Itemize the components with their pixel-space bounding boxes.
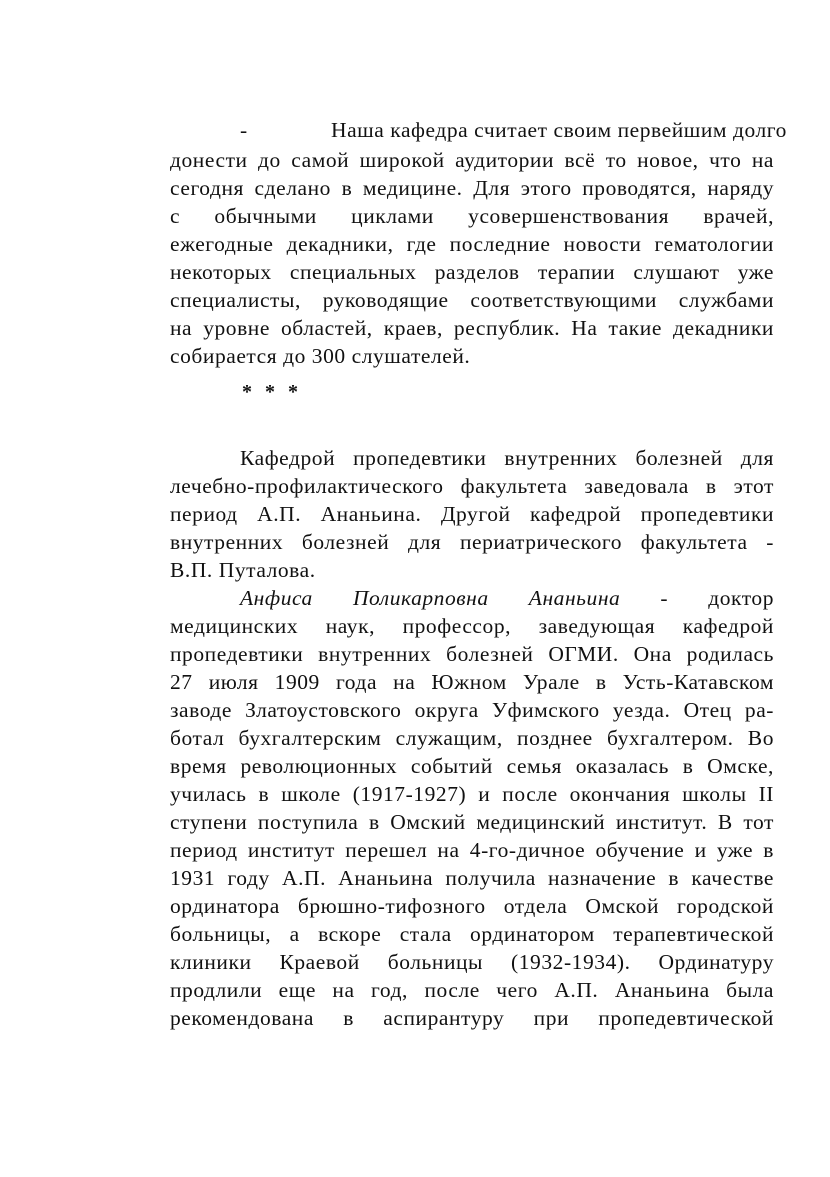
text-line: период А.П. Ананьина. Другой кафедрой пропедевтики xyxy=(170,502,774,526)
paragraph-1-first-text: Наша кафедра считает своим первейшим долго xyxy=(331,118,787,142)
text-line: на уровне областей, краев, республик. На такие декадники xyxy=(170,316,774,340)
name-suffix: - доктор xyxy=(620,586,774,610)
text-line: лечебно-профилактического факультета заведовала в этот xyxy=(170,474,774,498)
text-line: период институт перешел на 4-го-дичное обучение и уже в xyxy=(170,838,774,862)
text-line: пропедевтики внутренних болезней ОГМИ. Она родилась xyxy=(170,642,774,666)
text-line: донести до самой широкой аудитории всё то новое, что на xyxy=(170,148,774,172)
paragraph-3-first-line xyxy=(240,584,774,612)
text-line: ординатора брюшно-тифозного отдела Омской городской xyxy=(170,894,774,918)
text-line: некоторых специальных разделов терапии слушают уже xyxy=(170,260,774,284)
text-line: собирается до 300 слушателей. xyxy=(170,344,471,368)
text-line: заводе Златоустовского округа Уфимского уезда. Отец ра- xyxy=(170,698,774,722)
text-line: продлили еще на год, после чего А.П. Ананьина была xyxy=(170,978,774,1002)
text-line: сегодня сделано в медицине. Для этого проводятся, наряду xyxy=(170,176,774,200)
text-line: время революционных событий семья оказалась в Омске, xyxy=(170,754,774,778)
text-line: Кафедрой пропедевтики внутренних болезней для xyxy=(240,446,774,470)
text-line: больницы, а вскоре стала ординатором терапевтической xyxy=(170,922,774,946)
person-name: Анфиса Поликарповна Ананьина xyxy=(240,586,621,610)
paragraph-dash: - xyxy=(240,118,248,142)
text-line: училась в школе (1917-1927) и после окончания школы II xyxy=(170,782,774,806)
text-line: ежегодные декадники, где последние новости гематологии xyxy=(170,232,774,256)
text-line: 1931 году А.П. Ананьина получила назначение в качестве xyxy=(170,866,774,890)
text-line: медицинских наук, профессор, заведующая кафедрой xyxy=(170,614,774,638)
text-line: внутренних болезней для периатрического факультета - xyxy=(170,530,774,554)
text-line: с обычными циклами усовершенствования врачей, xyxy=(170,204,774,228)
text-line: ботал бухгалтерским служащим, позднее бухгалтером. Во xyxy=(170,726,774,750)
text-line: В.П. Путалова. xyxy=(170,558,316,582)
text-line: 27 июля 1909 года на Южном Урале в Усть-Катавском xyxy=(170,670,774,694)
text-line: клиники Краевой больницы (1932-1934). Ординатуру xyxy=(170,950,774,974)
text-line: рекомендована в аспирантуру при пропедевтической xyxy=(170,1006,774,1030)
section-separator: * * * xyxy=(242,381,302,403)
text-line: ступени поступила в Омский медицинский институт. В тот xyxy=(170,810,774,834)
text-line: специалисты, руководящие соответствующими службами xyxy=(170,288,774,312)
